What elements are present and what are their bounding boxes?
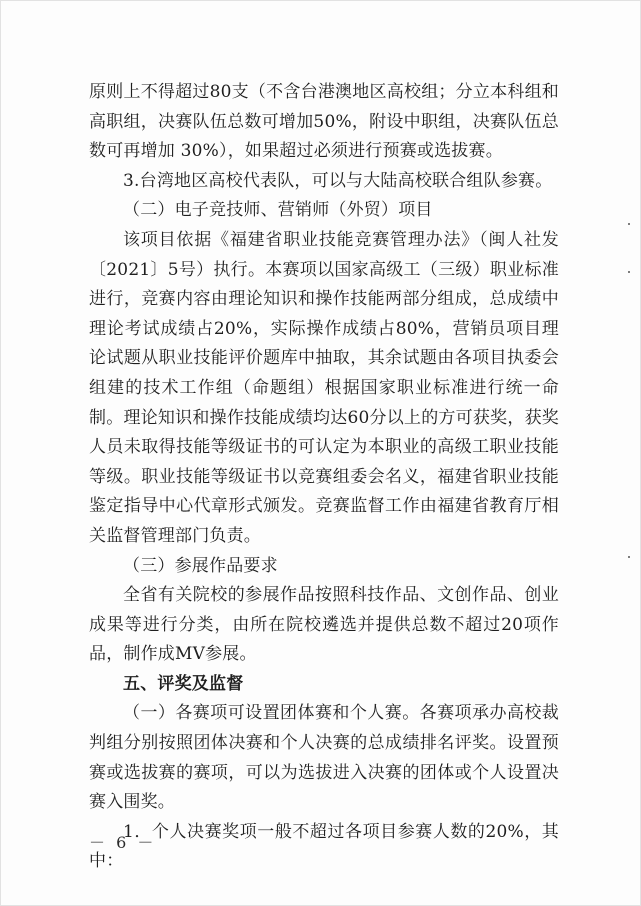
section-heading-awards: 五、评奖及监督	[123, 673, 244, 694]
paragraph-6: 1．个人决赛奖项一般不超过各项目参赛人数的20%，其中：	[89, 821, 559, 872]
paragraph-3: 该项目依据《福建省职业技能竞赛管理办法》（闽人社发〔2021〕5号）执行。本赛项以国家高级工（三级）职业标准进行，竞赛内容由理论知识和操作技能两部分组成，总成绩中理论考试成绩占20%，实际操作成绩占80%，营销员项目理论试题从职业技能评价题库中抽取，其余试题由各项目执委会组建的技术工作组（命题组）根据国家职业标准进行统一命制。理论知识和操作技能成绩均达60分以上的方可获奖，获奖人员未取得技能等级证书的可认定为本职业的高级工职业技能等级。职业技能等级证书以竞赛组委会名义，福建省职业技能鉴定指导中心代章形式颁发。竞赛监督工作由福建省教育厅相关监督管理部门负责。	[89, 229, 559, 546]
document-body	[89, 78, 559, 877]
margin-mark	[628, 556, 630, 558]
margin-mark	[628, 223, 630, 225]
subheading-exhibition: （三）参展作品要求	[123, 555, 278, 576]
margin-mark	[628, 271, 630, 273]
paragraph-5: （一）各赛项可设置团体赛和个人赛。各赛项承办高校裁判组分别按照团体决赛和个人决赛的总成绩排名评奖。设置预赛或选拔赛的赛项，可以为选拔进入决赛的团体或个人设置决赛入围奖。	[89, 703, 559, 813]
subheading-electronic-sports: （二）电子竞技师、营销师（外贸）项目	[123, 200, 433, 221]
page-number: － 6 －	[89, 833, 157, 852]
paragraph-4: 全省有关院校的参展作品按照科技作品、文创作品、创业成果等进行分类，由所在院校遴选并提供总数不超过20项作品，制作成MV参展。	[89, 585, 559, 665]
paragraph-2: 3.台湾地区高校代表队，可以与大陆高校联合组队参赛。	[123, 170, 553, 191]
paragraph-1: 原则上不得超过80支（不含台港澳地区高校组；分立本科组和高职组，决赛队伍总数可增加50%，附设中职组，决赛队伍总数可再增加 30%），如果超过必须进行预赛或选拔赛。	[89, 82, 559, 162]
